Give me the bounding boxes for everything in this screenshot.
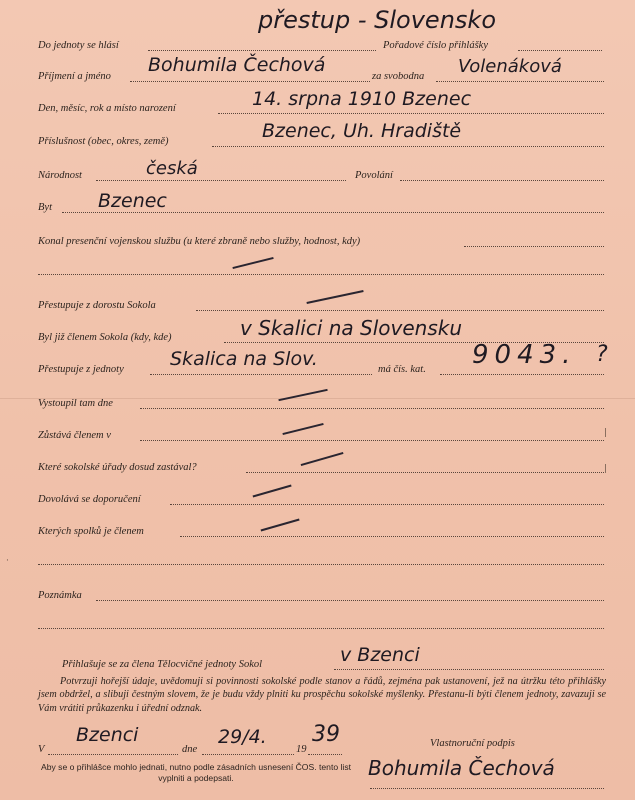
margin-mark: · [6,556,9,566]
label-clenem-sokola: Byl již členem Sokola (kdy, kde) [38,332,172,343]
line-narozeni [218,113,604,114]
line-zustava [140,440,604,441]
label-z-jednoty: Přestupuje z jednoty [38,364,124,375]
label-spolku: Kterých spolků je členem [38,526,144,537]
value-v-misto: Bzenci [76,724,139,746]
label-podpis: Vlastnoruční podpis [430,738,515,749]
value-byt: Bzenec [98,190,167,212]
label-dne: dne [182,744,198,755]
line-byt [62,212,604,213]
label-za-svobodna: za svobodna [372,71,425,82]
line-prijmeni [130,81,370,82]
value-z-jednoty: Skalica na Slov. [170,348,318,370]
label-doporuceni: Dovolává se doporučení [38,494,141,505]
dash-urady [301,452,344,466]
label-jednota: Do jednoty se hlásí [38,40,119,51]
line-z-jednoty [150,374,372,375]
label-prihlasuje: Přihlašuje se za člena Tělocvičné jednoty Sokol [62,659,263,670]
dash-dorost [306,290,363,304]
line-podpis [370,788,604,789]
value-prihlasuje-misto: v Bzenci [340,644,420,666]
line-doporuceni [170,504,604,505]
line-spolku-2 [38,564,604,565]
line-povolani [400,180,604,181]
label-byt: Byt [38,202,52,213]
label-vojenska: Konal presenční vojenskou službu (u které zbraně nebo služby, hodnost, kdy) [38,236,361,247]
label-dorost: Přestupuje z dorostu Sokola [38,300,156,311]
declaration-text: Potvrzuji hořejší údaje, uvědomuji si povinnosti sokolské podle stanov a řádů, zejména pak ustanovení, jež na útržku této přihlášky jsem obdržel, a slibuji čestným slovem, že je budu vždy plniti ku prospěchu sokolské myšlenky. Přestanu-li býti členem jednoty, zavazuji se Vám vrátiti průkazenku i úřední odznak. [38,676,606,714]
margin-mark: | [604,428,608,438]
value-podpis: Bohumila Čechová [368,756,555,780]
value-narodnost: česká [146,158,198,179]
line-dorost [196,310,604,311]
header-note: přestup - Slovensko [258,6,496,34]
label-poradove: Pořadové číslo přihlášky [383,40,488,51]
label-narodnost: Národnost [38,170,82,181]
line-vystoupil [140,408,604,409]
label-urady: Které sokolské úřady dosud zastával? [38,462,197,473]
line-poznamka-2 [38,628,604,629]
label-prijmeni: Příjmení a jméno [38,71,111,82]
label-rok-prefix: 19 [296,744,307,755]
value-rok: 39 [312,722,340,747]
line-prihlasuje [334,669,604,670]
value-prislusnost: Bzenec, Uh. Hradiště [262,120,462,142]
line-jednota [148,50,376,51]
label-zustava: Zůstává členem v [38,430,111,441]
line-prislusnost [212,146,604,147]
line-spolku [180,536,604,537]
dash-doporuceni [253,485,292,497]
line-urady [246,472,604,473]
line-vojenska-2 [38,274,604,275]
line-vojenska [464,246,604,247]
line-poznamka [96,600,604,601]
value-cis-kat-note: ? [596,342,608,367]
value-cis-kat: 9043. [472,340,577,370]
value-clenem-sokola: v Skalici na Slovensku [240,316,463,340]
notice-text: Aby se o přihlášce mohlo jednati, nutno podle zásadních usnesení ČOS. tento list vyplniti a podepsati. [40,762,352,783]
label-prislusnost: Příslušnost (obec, okres, země) [38,136,169,147]
label-poznamka: Poznámka [38,590,82,601]
dash-vojenska [232,257,273,269]
label-ma-cis-kat: má čís. kat. [378,364,426,375]
line-ma-cis-kat [440,374,604,375]
line-v [48,754,178,755]
label-vystoupil: Vystoupil tam dne [38,398,113,409]
label-narozeni: Den, měsíc, rok a místo narození [38,103,176,114]
label-povolani: Povolání [355,170,393,181]
line-dne [202,754,294,755]
value-datum: 29/4. [218,726,267,748]
label-v: V [38,744,45,755]
margin-mark: | [604,464,608,474]
dash-spolku [261,519,300,531]
line-rok [308,754,342,755]
line-narodnost [96,180,346,181]
line-za-svobodna [436,81,604,82]
value-narozeni: 14. srpna 1910 Bzenec [252,88,472,110]
value-za-svobodna: Volenáková [458,56,562,77]
line-poradove [518,50,602,51]
value-prijmeni: Bohumila Čechová [148,54,326,76]
dash-zustava [282,423,323,435]
